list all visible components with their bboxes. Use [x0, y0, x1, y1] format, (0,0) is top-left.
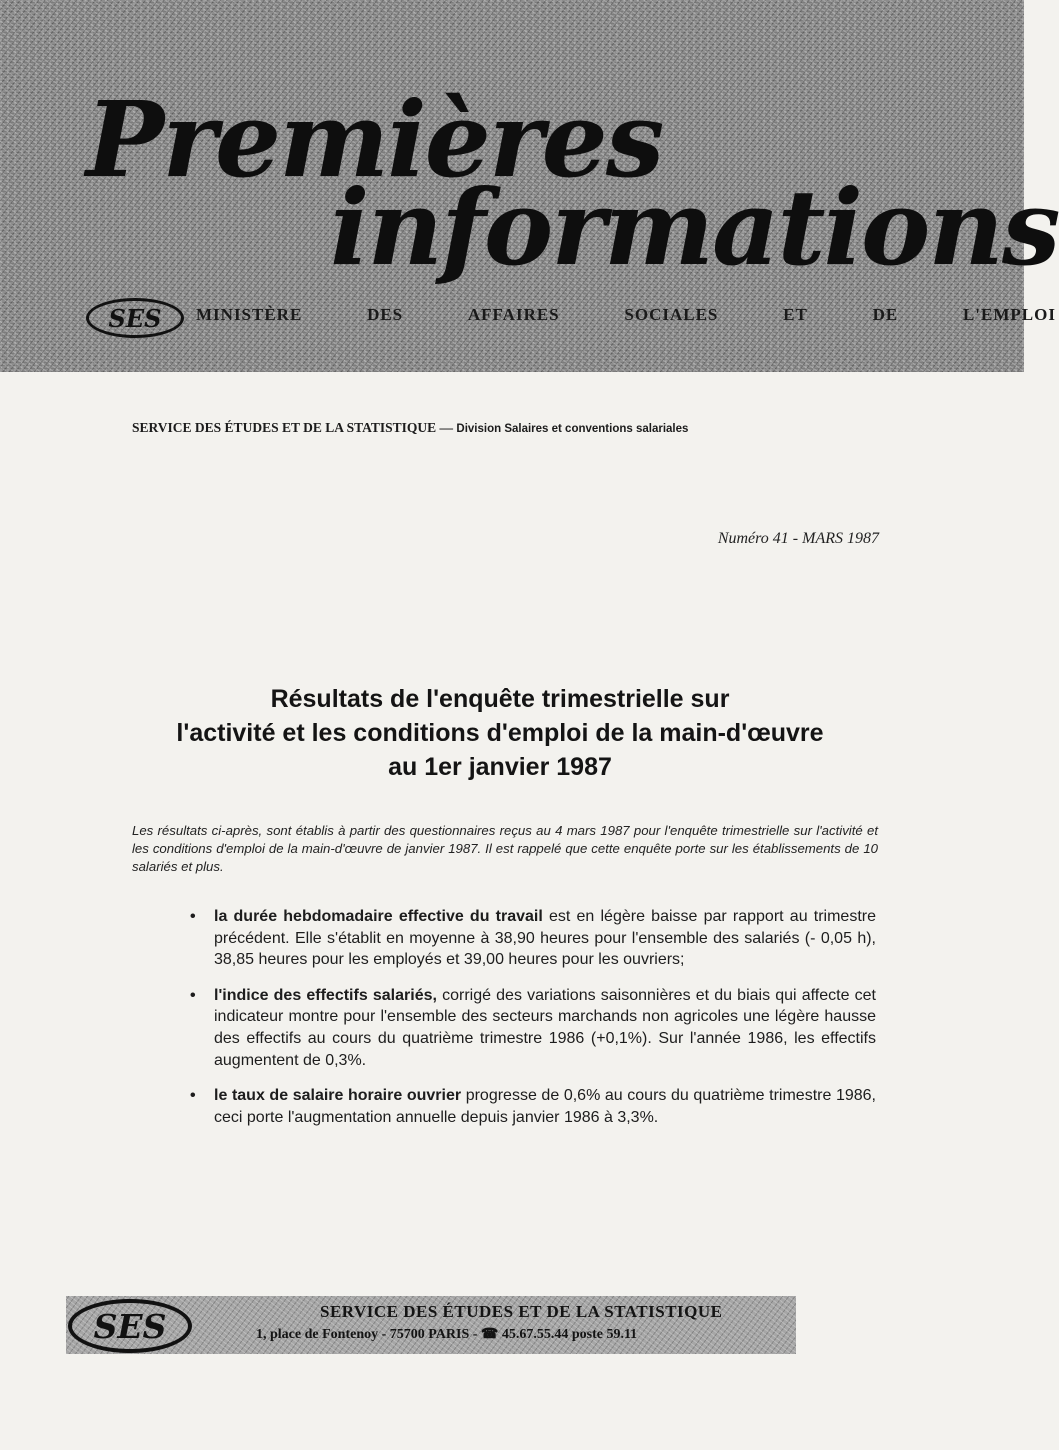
ministry-word: MINISTÈRE	[196, 305, 303, 324]
headline-line: au 1er janvier 1987	[388, 753, 612, 781]
ministry-name	[196, 305, 1056, 325]
masthead-title-premieres: Premières	[86, 78, 663, 201]
headline-line: Résultats de l'enquête trimestrielle sur	[270, 685, 730, 713]
service-division: Division Salaires et conventions salariales	[456, 423, 689, 435]
headline-line: l'activité et les conditions d'emploi de la main-d'œuvre	[176, 719, 824, 747]
footer-ses-logo	[68, 1299, 192, 1353]
key-point-lead: l'indice des effectifs salariés,	[214, 986, 437, 1004]
key-point-text: est en légère baisse par rapport au trimestre précédent. Elle s'établit en moyenne à 38,90 heures pour l'ensemble des salariés (- 0,05 h), 38,85 heures pour les employés et 39,00 heures pour les ouvriers;	[214, 908, 876, 969]
service-separator: —	[436, 420, 457, 435]
ses-logo	[86, 298, 184, 338]
footer-service-name: SERVICE DES ÉTUDES ET DE LA STATISTIQUE	[320, 1302, 723, 1321]
intro-paragraph: Les résultats ci-après, sont établis à partir des questionnaires reçus au 4 mars 1987 pour l'enquête trimestrielle sur l'activité et les conditions d'emploi de la main-d'œuvre de janvier 1987. Il est rappelé que cette enquête porte sur les établissements de 10 salariés et plus.	[132, 823, 878, 874]
key-point-lead: le taux de salaire horaire ouvrier	[214, 1087, 462, 1105]
headline	[100, 682, 900, 784]
key-point-text: corrigé des variations saisonnières et du biais qui affecte cet indicateur montre pour l'ensemble des secteurs marchands non agricoles une légère hausse des effectifs au cours du quatrième trimestre 1986 (+0,1%). Sur l'année 1986, les effectifs augmentent de 0,3%.	[214, 986, 876, 1069]
footer-logo-text: SES	[93, 1306, 167, 1346]
key-point	[188, 1085, 876, 1128]
bullet-icon: •	[190, 908, 196, 925]
footer-address: 1, place de Fontenoy - 75700 PARIS - ☎ 45.67.55.44 poste 59.11	[256, 1327, 638, 1342]
ministry-word: L'EMPLOI	[962, 305, 1056, 324]
key-points	[188, 906, 876, 1142]
bullet-icon: •	[190, 1087, 196, 1105]
masthead	[0, 0, 1059, 372]
key-point-text: progresse de 0,6% au cours du quatrième trimestre 1986, ceci porte l'augmentation annuelle depuis janvier 1986 à 3,3%.	[214, 1087, 876, 1126]
key-point-lead: la durée hebdomadaire effective du travail	[214, 908, 543, 925]
masthead-title-informations: informations	[330, 166, 1059, 289]
bullet-icon: •	[190, 986, 196, 1004]
ses-logo-text: SES	[108, 303, 162, 333]
footer-band	[66, 1296, 796, 1354]
ministry-word: SOCIALES	[624, 305, 719, 324]
key-point	[188, 985, 876, 1071]
service-line	[132, 420, 892, 436]
key-point	[188, 906, 876, 971]
ministry-word: DE	[872, 305, 899, 324]
ministry-word: ET	[783, 305, 808, 324]
issue-number: Numéro 41 - MARS 1987	[717, 530, 879, 547]
ministry-word: AFFAIRES	[467, 305, 560, 324]
ministry-word: DES	[367, 305, 404, 324]
ministry-row	[86, 298, 1056, 334]
service-name: SERVICE DES ÉTUDES ET DE LA STATISTIQUE	[132, 420, 437, 435]
